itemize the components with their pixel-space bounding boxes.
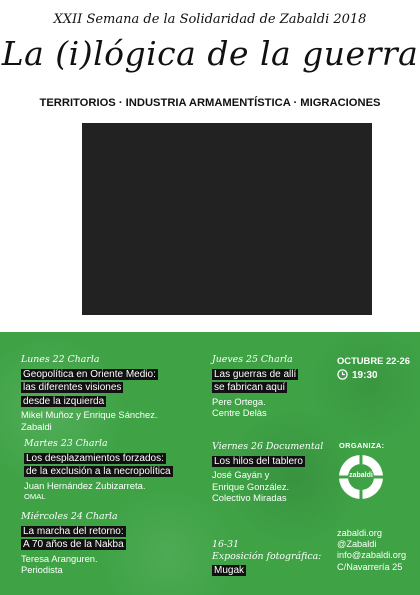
event-monday bbox=[21, 354, 201, 433]
event-title-line: Geopolítica en Oriente Medio: bbox=[23, 368, 156, 380]
clock-icon bbox=[337, 369, 348, 383]
exhibition-dates: 16-31 bbox=[212, 539, 240, 550]
event-speaker: José Gayán y bbox=[212, 469, 270, 481]
topics-line: TERRITORIOS · INDUSTRIA ARMAMENTÍSTICA · MIGRACIONES bbox=[39, 97, 381, 109]
organiza-label: ORGANIZA: bbox=[339, 441, 385, 450]
event-title-line: se fabrican aquí bbox=[214, 382, 286, 394]
contact-block bbox=[337, 528, 406, 573]
event-speaker: Mikel Muñoz y Enrique Sánchez. bbox=[21, 409, 158, 421]
event-speaker: Enrique González. bbox=[212, 480, 290, 492]
event-org: OMAL bbox=[24, 492, 46, 502]
event-heading: Jueves 25 Charla bbox=[212, 354, 293, 365]
event-friday bbox=[212, 441, 327, 504]
event-speaker: Colectivo Miradas bbox=[212, 492, 287, 504]
event-title-line: las diferentes visiones bbox=[23, 382, 122, 394]
event-speaker: Teresa Aranguren. bbox=[21, 552, 98, 564]
event-speaker: Pere Ortega. bbox=[212, 395, 266, 407]
event-speaker: Periodista bbox=[21, 564, 63, 576]
email-link[interactable]: info@zabaldi.org bbox=[337, 550, 407, 561]
event-exhibition bbox=[212, 539, 322, 578]
event-speaker: Zabaldi bbox=[21, 420, 52, 432]
twitter-handle[interactable]: @Zabaldi bbox=[337, 539, 377, 550]
event-heading: Martes 23 Charla bbox=[24, 438, 108, 449]
event-title-line: de la exclusión a la necropolítica bbox=[26, 466, 171, 478]
poster-title: La (i)lógica de la guerra bbox=[1, 34, 419, 73]
poster-photo bbox=[82, 123, 372, 315]
event-title-line: desde la izquierda bbox=[23, 395, 105, 407]
event-subtitle: XXII Semana de la Solidaridad de Zabaldi 2018 bbox=[53, 12, 367, 27]
event-thursday bbox=[212, 354, 322, 419]
event-title-line: A 70 años de la Nakba bbox=[23, 539, 124, 551]
event-title-line: Los hilos del tablero bbox=[214, 455, 303, 467]
event-heading: Miércoles 24 Charla bbox=[21, 511, 118, 522]
address-text: C/Navarrería 25 bbox=[337, 561, 403, 572]
dates-label: OCTUBRE 22-26 bbox=[337, 355, 410, 366]
zabaldi-logo-icon bbox=[336, 452, 386, 502]
time-row bbox=[337, 369, 378, 383]
event-title-line: Mugak bbox=[214, 565, 245, 577]
time-label: 19:30 bbox=[352, 370, 378, 381]
event-title-line: Los desplazamientos forzados: bbox=[26, 452, 164, 464]
event-title-line: La marcha del retorno: bbox=[23, 525, 124, 537]
logo-text: zabaldi bbox=[349, 472, 373, 479]
event-speaker: Juan Hernández Zubizarreta. bbox=[24, 479, 146, 491]
event-title-line: Las guerras de allí bbox=[214, 368, 297, 380]
event-wednesday bbox=[21, 511, 201, 576]
event-heading: Lunes 22 Charla bbox=[21, 354, 100, 365]
event-speaker: Centre Delàs bbox=[212, 407, 267, 419]
website-link[interactable]: zabaldi.org bbox=[337, 528, 382, 538]
event-heading: Viernes 26 Documental bbox=[212, 441, 324, 452]
event-tuesday bbox=[24, 438, 214, 503]
event-heading: Exposición fotográfica: bbox=[212, 550, 322, 562]
